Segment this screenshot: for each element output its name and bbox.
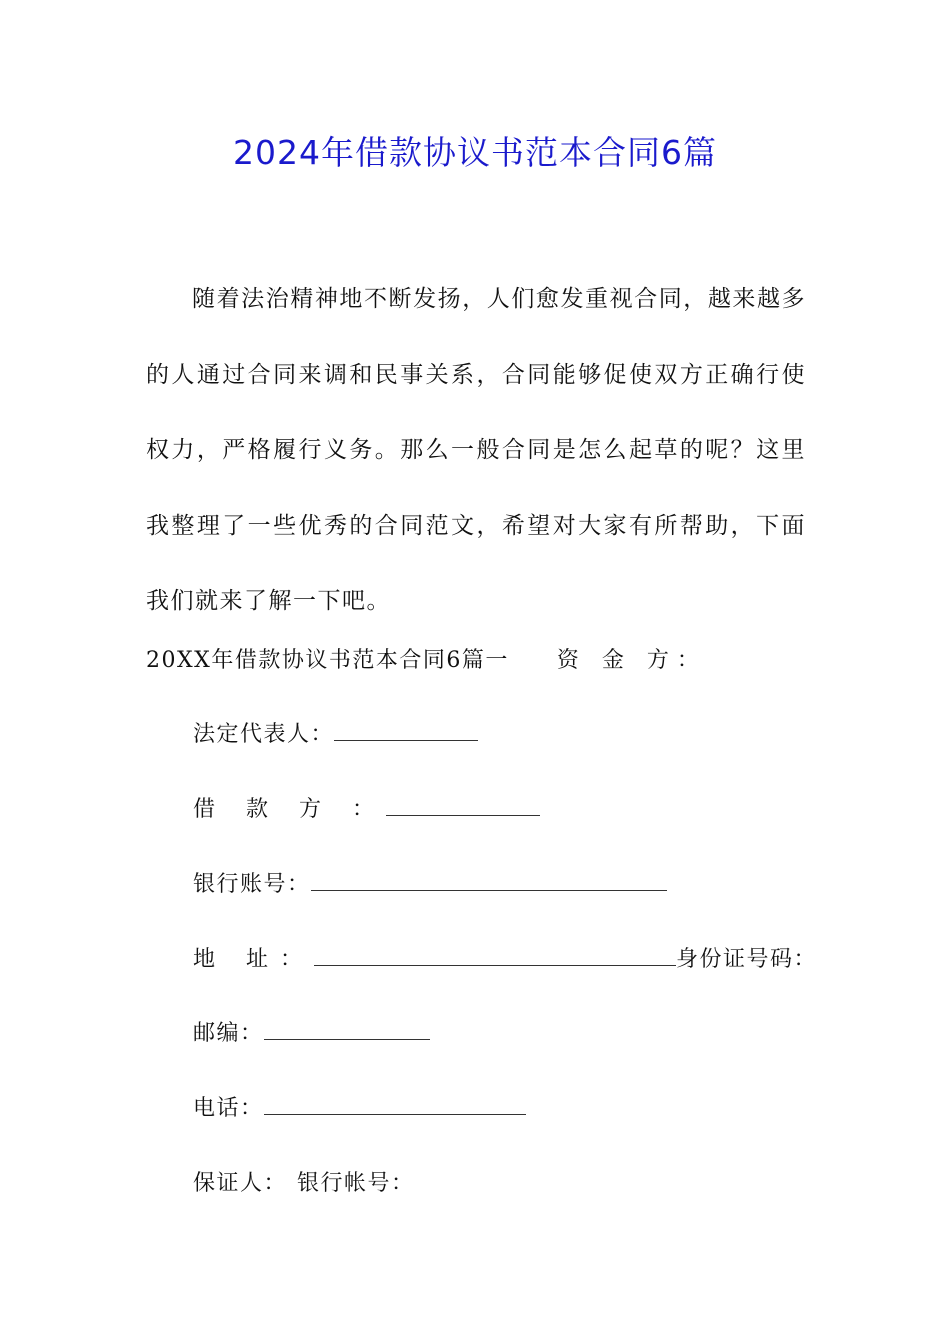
address-label: 地 址： <box>193 947 314 972</box>
section-heading: 20XX年借款协议书范本合同6篇一 <box>146 648 509 673</box>
guarantor-bank-label: 银行帐号： <box>297 1171 415 1196</box>
phone-line <box>193 1094 526 1124</box>
bank-account-line <box>193 870 667 900</box>
postcode-label: 邮编： <box>193 1021 264 1046</box>
funder-label: 资 金 方： <box>556 648 707 673</box>
bank-account-blank[interactable] <box>311 870 667 891</box>
document-title: 2024年借款协议书范本合同6篇 <box>233 133 717 172</box>
guarantor-line <box>193 1169 415 1199</box>
borrower-line <box>193 795 540 825</box>
id-number-label: 身份证号码： <box>676 947 818 972</box>
phone-blank[interactable] <box>264 1094 526 1115</box>
address-line <box>193 945 817 975</box>
legal-rep-label: 法定代表人： <box>193 722 335 747</box>
borrower-blank[interactable] <box>386 795 540 816</box>
legal-rep-line <box>193 720 478 750</box>
bank-account-label: 银行账号： <box>193 872 311 897</box>
phone-label: 电话： <box>193 1096 264 1121</box>
address-blank[interactable] <box>314 945 676 966</box>
section-heading-line <box>146 646 707 676</box>
postcode-line <box>193 1019 430 1049</box>
guarantor-label: 保证人： <box>193 1171 288 1196</box>
legal-rep-blank[interactable] <box>334 720 478 741</box>
intro-paragraph: 随着法治精神地不断发扬，人们愈发重视合同，越来越多的人通过合同来调和民事关系，合同能够促使双方正确行使权力，严格履行义务。那么一般合同是怎么起草的呢？这里我整理了一些优秀的合同范文，希望对大家有所帮助，下面我们就来了解一下吧。 <box>146 286 806 614</box>
borrower-label: 借 款 方 ： <box>193 797 386 822</box>
postcode-blank[interactable] <box>264 1019 430 1040</box>
